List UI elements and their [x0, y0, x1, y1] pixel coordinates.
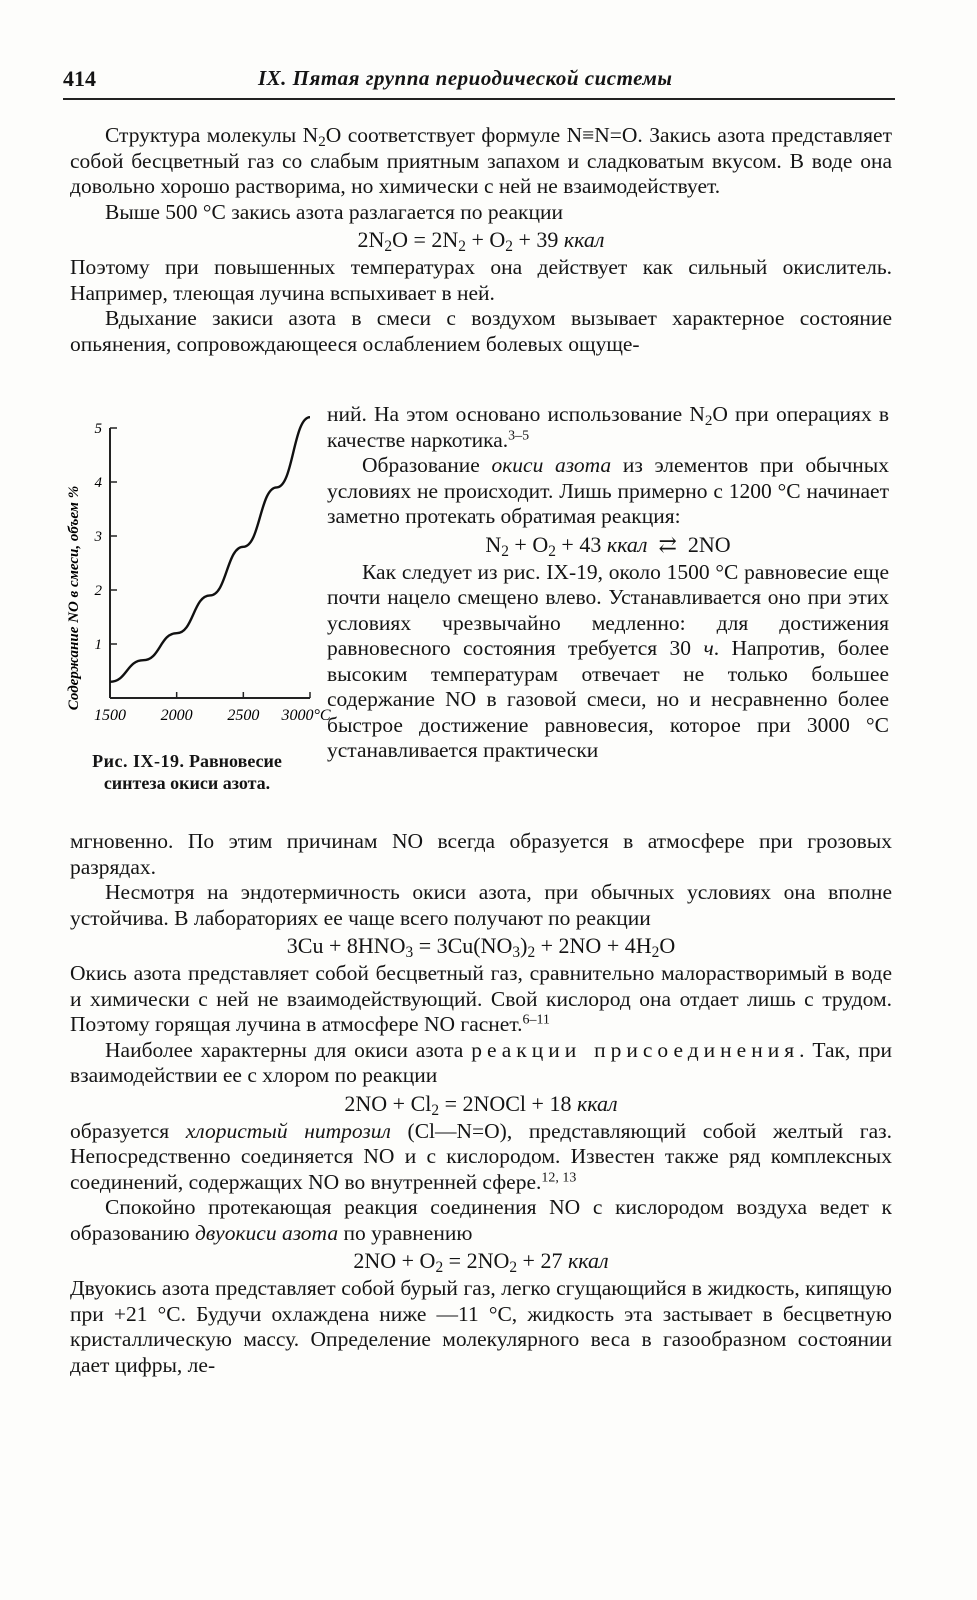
paragraph: Вдыхание закиси азота в смеси с воздухом вызывает характерное состояние опьянения, сопровождающееся ослаблением болевых ощуще- [70, 306, 892, 356]
page-number: 414 [63, 66, 96, 91]
page-header [63, 62, 895, 100]
caption-label: Рис. IX-19. [92, 751, 185, 771]
caption-text: Равновесие синтеза окиси азота. [103, 751, 282, 793]
x-tick-label: 2500 [227, 707, 260, 724]
paragraph: Образование окиси азота из элементов при обычных условиях не происходит. Лишь примерно с 1200 °C начинает заметно протекать обратимая реакция: [327, 453, 889, 528]
paragraph: Несмотря на эндотермичность окиси азота, при обычных условиях она вполне устойчива. В лабораториях ее чаще всего получают по реакции [70, 880, 892, 930]
paragraph: Спокойно протекающая реакция соединения NO с кислородом воздуха ведет к образованию двуокиси азота по уравнению [70, 1195, 892, 1245]
figure-caption [62, 750, 312, 794]
equation: $2N_2O = 2N_2 + O_2 + 39$ ккал [357, 227, 605, 255]
paragraph: образуется хлористый нитрозил (Cl—N=O), представляющий собой желтый газ. Непосредственно соединяется NO и с кислородом. Известен также ряд комплексных соединений, содержащих NO во внутренней сфере.$^{12, 13}$ [70, 1118, 892, 1194]
y-tick-label: 3 [94, 529, 102, 545]
equilibrium-curve [110, 417, 310, 682]
paragraph: Выше 500 °C закись азота разлагается по реакции [105, 199, 563, 224]
x-tick-label: 1500 [94, 707, 126, 724]
text-bottom [70, 829, 892, 1378]
equation: $2NO + O_2 = 2NO_2 + 27$ ккал [353, 1248, 609, 1276]
paragraph: Как следует из рис. IX-19, около 1500 °C равновесие еще почти нацело смещено влево. Устанавливается оно при этих условиях чрезвычайно медленно: для достижения равновесного состояния требуется 30 ч. Напротив, более высоким температурам отвечает не только большее содержание NO в газовой смеси, но и несравненно более быстрое достижение равновесия, которое при 3000 °C устанавливается практически [327, 559, 889, 762]
x-tick-label: 3000°C [281, 707, 331, 724]
equilibrium-chart [62, 420, 331, 745]
y-axis-label: Содержание NO в смеси, объем % [66, 485, 82, 711]
figure-ix-19 [62, 420, 331, 810]
paragraph: Наиболее характерны для окиси азота реакции присоединения. Так, при взаимодействии ее с хлором по реакции [70, 1037, 892, 1087]
y-tick-label: 2 [94, 583, 102, 599]
paragraph: Структура молекулы $N_2O$ соответствует формуле N≡N=O. Закись азота представляет собой бесцветный газ со слабым приятным запахом и сладковатым вкусом. В воде она довольно хорошо растворима, но химически с ней не взаимодействует. [70, 123, 892, 198]
y-tick-label: 4 [94, 475, 102, 491]
paragraph: мгновенно. По этим причинам NO всегда образуется в атмосфере при грозовых разрядах. [70, 829, 892, 879]
x-tick-label: 2000 [160, 707, 193, 724]
y-tick-label: 1 [94, 637, 102, 653]
text-top [70, 123, 892, 357]
running-title: IX. Пятая группа периодической системы [258, 66, 673, 90]
text-right-column [327, 402, 889, 764]
equation: $N_2 + O_2 + 43$ ккал ⇄ 2NO [485, 531, 731, 560]
paragraph: ний. На этом основано использование $N_2O$ при операциях в качестве наркотика.$^{3-5}$ [327, 402, 889, 452]
equation: $3Cu + 8HNO_3 = 3Cu(NO_3)_2 + 2NO + 4H_2O$ [286, 933, 676, 961]
y-tick-label: 5 [94, 421, 102, 437]
equation: $2NO + Cl_2$ = 2NOCl + 18 ккал [344, 1090, 618, 1119]
paragraph: Окись азота представляет собой бесцветный газ, сравнительно малорастворимый в воде и химически с ней не взаимодействующий. Свой кислород она отдает лишь с трудом. Поэтому горящая лучина в атмосфере NO гаснет.$^{6-11}$ [70, 961, 892, 1036]
paragraph: Двуокись азота представляет собой бурый газ, легко сгущающийся в жидкость, кипящую при +21 °C. Будучи охлаждена ниже —11 °C, жидкость эта застывает в бесцветную кристаллическую массу. Определение молекулярного веса в газообразном состоянии дает цифры, ле- [70, 1276, 892, 1377]
paragraph: Поэтому при повышенных температурах она действует как сильный окислитель. Например, тлеющая лучина вспыхивает в ней. [70, 255, 892, 305]
